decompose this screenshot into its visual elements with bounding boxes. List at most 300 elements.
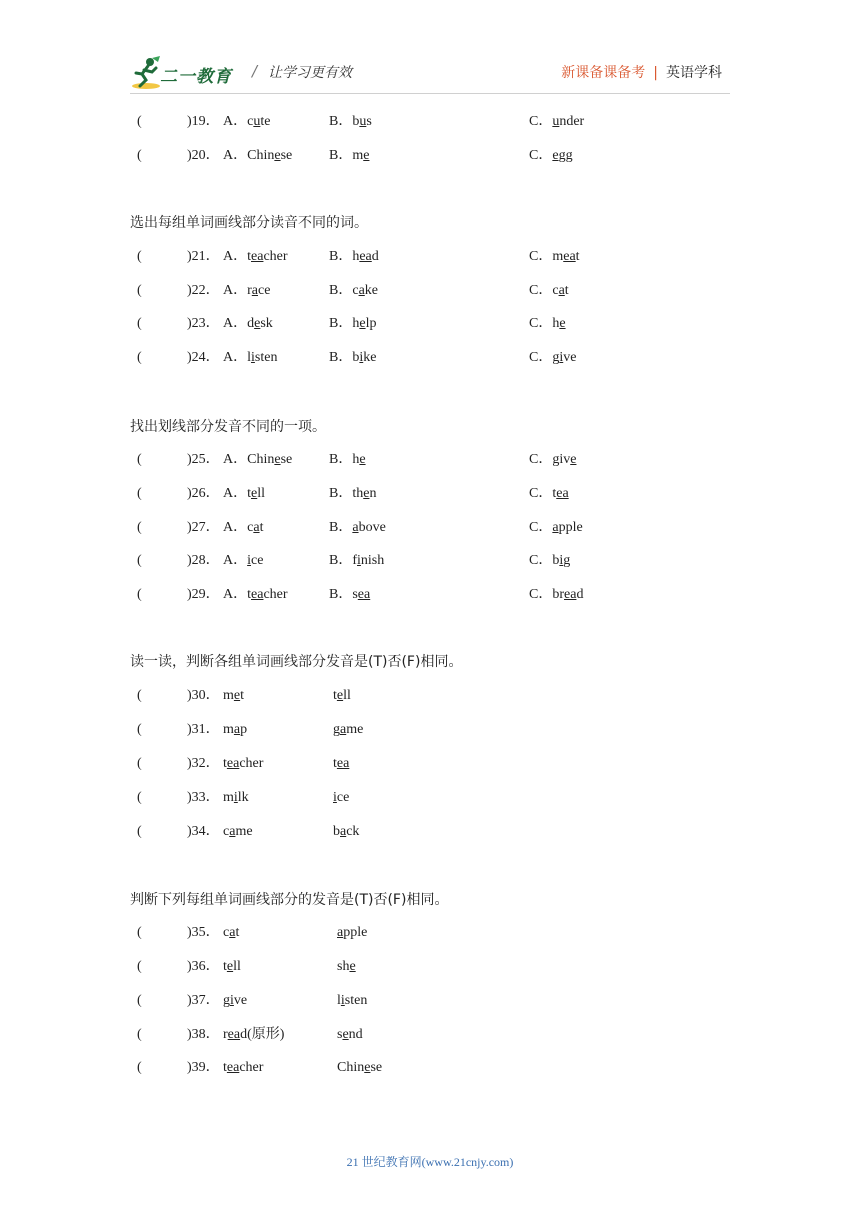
- option-letter: C．: [529, 587, 553, 602]
- word-part: m: [352, 148, 364, 163]
- underlined-sound: a: [229, 824, 236, 839]
- question-number: )26．: [187, 486, 220, 501]
- word-part: sh: [337, 959, 350, 974]
- word-part: nd: [348, 1027, 363, 1042]
- option-c: [529, 314, 566, 334]
- question-number: )39．: [187, 1060, 220, 1075]
- option-a: [223, 146, 292, 166]
- runner-logo-icon: [130, 56, 162, 90]
- underlined-sound: e: [570, 452, 577, 467]
- question-row: [0, 957, 860, 977]
- word-part: m: [223, 722, 234, 737]
- word-2: [333, 686, 351, 706]
- header-slogan: 让学习更有效: [268, 65, 352, 81]
- word-part: c: [247, 114, 254, 129]
- header-right: [561, 62, 722, 82]
- word-1: [223, 686, 244, 706]
- answer-blank[interactable]: (: [137, 520, 142, 535]
- word-part: me: [346, 722, 364, 737]
- word-part: ll: [233, 959, 241, 974]
- page-footer: 21 世纪教育网(www.21cnjy.com): [346, 1155, 514, 1169]
- option-letter: A．: [223, 316, 248, 331]
- option-b: [329, 247, 379, 267]
- option-b: [329, 450, 366, 470]
- header-slash: /: [252, 62, 258, 80]
- option-letter: A．: [223, 452, 248, 467]
- option-c: [529, 450, 576, 470]
- word-part: cher: [239, 1060, 264, 1075]
- word-part: s: [366, 114, 372, 129]
- underlined-sound: i: [559, 350, 564, 365]
- word-part: bove: [358, 520, 386, 535]
- word-part: pple: [343, 925, 368, 940]
- question-number: )37．: [187, 993, 220, 1008]
- word-part: h: [352, 249, 360, 264]
- question-number: )31．: [187, 722, 220, 737]
- option-letter: C．: [529, 148, 553, 163]
- underlined-sound: ea: [359, 249, 372, 264]
- underlined-sound: e: [226, 959, 234, 974]
- question-number: )38．: [187, 1027, 220, 1042]
- word-part: t: [247, 587, 252, 602]
- option-b: [329, 484, 376, 504]
- word-1: [223, 957, 241, 977]
- underlined-sound: e: [274, 452, 281, 467]
- word-part: c: [223, 824, 230, 839]
- option-letter: B．: [329, 148, 353, 163]
- word-2: [337, 957, 356, 977]
- underlined-sound: a: [229, 925, 236, 940]
- question-row: [0, 923, 860, 943]
- word-2: [333, 788, 349, 808]
- option-letter: A．: [223, 486, 248, 501]
- option-b: [329, 281, 378, 301]
- question-row: [0, 991, 860, 1011]
- underlined-sound: ea: [251, 249, 264, 264]
- word-part: se: [370, 1060, 383, 1075]
- underlined-sound: a: [358, 283, 365, 298]
- option-letter: A．: [223, 249, 248, 264]
- word-part: t: [235, 925, 240, 940]
- underlined-sound: ea: [556, 486, 569, 501]
- question-row: [0, 146, 860, 166]
- option-letter: B．: [329, 316, 353, 331]
- word-part: p: [240, 722, 248, 737]
- word-part: sk: [260, 316, 273, 331]
- word-part: br: [552, 587, 565, 602]
- underlined-sound: e: [552, 148, 559, 163]
- logo: [130, 56, 240, 90]
- underlined-sound: i: [340, 993, 345, 1008]
- word-1: [223, 1058, 263, 1078]
- underlined-sound: e: [336, 688, 344, 703]
- word-part: n: [369, 486, 377, 501]
- question-number: )35．: [187, 925, 220, 940]
- option-letter: B．: [329, 350, 353, 365]
- word-part: th: [352, 486, 364, 501]
- word-part: Chin: [247, 452, 275, 467]
- word-part: Chin: [247, 148, 275, 163]
- option-letter: C．: [529, 553, 553, 568]
- answer-blank[interactable]: (: [137, 316, 142, 331]
- option-letter: B．: [329, 587, 353, 602]
- option-a: [223, 484, 265, 504]
- option-letter: B．: [329, 283, 353, 298]
- word-part: se: [280, 452, 293, 467]
- word-part: t: [240, 688, 244, 703]
- option-c: [529, 518, 583, 538]
- underlined-sound: e: [349, 959, 356, 974]
- word-part: t: [333, 756, 337, 771]
- word-part: m: [223, 790, 234, 805]
- question-row: [0, 1058, 860, 1078]
- word-part: b: [352, 350, 360, 365]
- option-b: [329, 112, 372, 132]
- question-number: )21．: [187, 249, 220, 264]
- underlined-sound: a: [253, 520, 260, 535]
- option-letter: C．: [529, 283, 553, 298]
- word-part: lk: [237, 790, 249, 805]
- question-row: [0, 585, 860, 605]
- word-2: [337, 991, 367, 1011]
- word-part: t: [259, 520, 264, 535]
- word-1: [223, 754, 263, 774]
- underlined-sound: i: [251, 350, 255, 365]
- answer-blank[interactable]: (: [137, 959, 142, 974]
- question-row: [0, 551, 860, 571]
- word-part: nish: [360, 553, 385, 568]
- question-number: )34．: [187, 824, 220, 839]
- question-number: )33．: [187, 790, 220, 805]
- word-1: [223, 923, 239, 943]
- word-part: c: [552, 283, 559, 298]
- underlined-sound: e: [233, 688, 241, 703]
- question-row: [0, 518, 860, 538]
- option-letter: C．: [529, 452, 553, 467]
- option-a: [223, 348, 277, 368]
- question-number: )22．: [187, 283, 220, 298]
- option-c: [529, 112, 584, 132]
- header-divider: [130, 93, 730, 94]
- word-2: [333, 822, 359, 842]
- word-part: cher: [263, 587, 288, 602]
- underlined-sound: e: [559, 316, 566, 331]
- word-2: [333, 754, 349, 774]
- word-2: [337, 1058, 382, 1078]
- question-number: )25．: [187, 452, 220, 467]
- option-b: [329, 314, 376, 334]
- option-a: [223, 450, 292, 470]
- word-part: c: [352, 283, 359, 298]
- question-row: [0, 686, 860, 706]
- answer-blank[interactable]: (: [137, 688, 142, 703]
- option-a: [223, 585, 288, 605]
- word-part: d(原形): [240, 1027, 285, 1042]
- underlined-sound: u: [253, 114, 261, 129]
- question-row: [0, 348, 860, 368]
- answer-blank[interactable]: (: [137, 148, 142, 163]
- word-part: ll: [343, 688, 351, 703]
- question-number: )29．: [187, 587, 220, 602]
- word-1: [223, 991, 247, 1011]
- question-number: )28．: [187, 553, 220, 568]
- option-a: [223, 551, 263, 571]
- word-1: [223, 1025, 284, 1045]
- underlined-sound: e: [342, 1027, 349, 1042]
- option-b: [329, 146, 369, 166]
- underlined-sound: e: [254, 316, 261, 331]
- word-part: t: [247, 249, 252, 264]
- answer-blank[interactable]: (: [137, 587, 142, 602]
- word-part: l: [247, 350, 252, 365]
- underlined-sound: a: [337, 925, 344, 940]
- option-letter: B．: [329, 114, 353, 129]
- answer-blank[interactable]: (: [137, 249, 142, 264]
- question-number: )20．: [187, 148, 220, 163]
- word-part: m: [223, 688, 234, 703]
- option-letter: C．: [529, 316, 553, 331]
- answer-blank[interactable]: (: [137, 722, 142, 737]
- option-letter: C．: [529, 350, 553, 365]
- section-instruction: 选出每组单词画线部分读音不同的词。: [130, 215, 368, 231]
- header-separator: |: [653, 65, 658, 81]
- word-part: ke: [364, 283, 378, 298]
- underlined-sound: e: [274, 148, 281, 163]
- option-a: [223, 112, 270, 132]
- word-part: cher: [239, 756, 264, 771]
- word-part: ce: [258, 283, 271, 298]
- option-a: [223, 518, 263, 538]
- question-row: [0, 754, 860, 774]
- word-part: l: [337, 993, 341, 1008]
- word-part: t: [223, 959, 227, 974]
- question-number: )27．: [187, 520, 220, 535]
- underlined-sound: ea: [564, 587, 577, 602]
- option-letter: A．: [223, 587, 248, 602]
- underlined-sound: e: [364, 1060, 371, 1075]
- option-letter: A．: [223, 553, 248, 568]
- option-c: [529, 484, 569, 504]
- word-part: t: [223, 1060, 227, 1075]
- word-part: h: [352, 316, 360, 331]
- underlined-sound: i: [233, 790, 238, 805]
- word-part: giv: [552, 452, 571, 467]
- section-instruction: 读一读，判断各组单词画线部分发音是(T)否(F)相同。: [130, 654, 463, 670]
- answer-blank[interactable]: (: [137, 824, 142, 839]
- word-1: [223, 720, 247, 740]
- word-part: g: [333, 722, 340, 737]
- word-part: sten: [254, 350, 278, 365]
- underlined-sound: i: [357, 553, 361, 568]
- word-part: t: [552, 486, 557, 501]
- answer-blank[interactable]: (: [137, 350, 142, 365]
- word-part: ce: [251, 553, 264, 568]
- word-2: [333, 720, 363, 740]
- question-row: [0, 247, 860, 267]
- underlined-sound: ea: [251, 587, 264, 602]
- underlined-sound: u: [359, 114, 367, 129]
- word-part: te: [260, 114, 271, 129]
- word-part: me: [235, 824, 253, 839]
- question-row: [0, 788, 860, 808]
- word-part: r: [223, 1027, 228, 1042]
- option-b: [329, 585, 370, 605]
- header-subject: 英语学科: [666, 65, 722, 81]
- word-part: r: [247, 283, 252, 298]
- option-c: [529, 585, 583, 605]
- answer-blank[interactable]: (: [137, 790, 142, 805]
- underlined-sound: ea: [226, 756, 240, 771]
- option-a: [223, 281, 270, 301]
- option-b: [329, 518, 386, 538]
- word-part: m: [552, 249, 564, 264]
- option-a: [223, 247, 288, 267]
- underlined-sound: i: [230, 993, 234, 1008]
- word-part: f: [352, 553, 358, 568]
- question-row: [0, 1025, 860, 1045]
- question-number: )24．: [187, 350, 220, 365]
- section-instruction: 判断下列每组单词画线部分的发音是(T)否(F)相同。: [130, 892, 449, 908]
- answer-blank[interactable]: (: [137, 452, 142, 467]
- word-part: t: [564, 283, 569, 298]
- option-letter: C．: [529, 114, 553, 129]
- underlined-sound: i: [333, 790, 337, 805]
- word-part: ce: [336, 790, 350, 805]
- word-part: ll: [257, 486, 266, 501]
- header-tag: 新课备课备考: [561, 65, 646, 81]
- word-part: sten: [344, 993, 368, 1008]
- underlined-sound: i: [359, 350, 364, 365]
- word-part: d: [576, 587, 584, 602]
- word-part: b: [552, 553, 560, 568]
- word-part: d: [247, 316, 255, 331]
- option-letter: B．: [329, 452, 353, 467]
- question-number: )32．: [187, 756, 220, 771]
- option-letter: C．: [529, 249, 553, 264]
- option-c: [529, 247, 580, 267]
- underlined-sound: a: [552, 520, 559, 535]
- option-letter: A．: [223, 350, 248, 365]
- word-1: [223, 822, 253, 842]
- word-part: b: [352, 114, 360, 129]
- question-number: )19．: [187, 114, 220, 129]
- word-part: lp: [365, 316, 377, 331]
- word-1: [223, 788, 249, 808]
- word-part: s: [352, 587, 358, 602]
- answer-blank[interactable]: (: [137, 1027, 142, 1042]
- word-part: s: [337, 1027, 343, 1042]
- option-letter: B．: [329, 486, 353, 501]
- option-c: [529, 146, 573, 166]
- answer-blank[interactable]: (: [137, 756, 142, 771]
- question-row: [0, 281, 860, 301]
- underlined-sound: ea: [563, 249, 576, 264]
- word-part: ke: [363, 350, 377, 365]
- word-part: c: [223, 925, 230, 940]
- underlined-sound: i: [247, 553, 252, 568]
- word-part: Chin: [337, 1060, 365, 1075]
- word-part: nder: [559, 114, 585, 129]
- question-row: [0, 484, 860, 504]
- word-part: ve: [233, 993, 248, 1008]
- underlined-sound: i: [559, 553, 564, 568]
- question-row: [0, 450, 860, 470]
- answer-blank[interactable]: (: [137, 283, 142, 298]
- option-letter: C．: [529, 486, 553, 501]
- underlined-sound: ea: [336, 756, 350, 771]
- option-letter: A．: [223, 114, 248, 129]
- underlined-sound: e: [363, 148, 370, 163]
- option-letter: A．: [223, 283, 248, 298]
- word-part: c: [247, 520, 254, 535]
- underlined-sound: e: [363, 486, 370, 501]
- answer-blank[interactable]: (: [137, 1060, 142, 1075]
- option-b: [329, 348, 376, 368]
- word-part: t: [247, 486, 252, 501]
- word-part: gg: [558, 148, 573, 163]
- answer-blank[interactable]: (: [137, 114, 142, 129]
- word-part: t: [575, 249, 580, 264]
- underlined-sound: a: [558, 283, 565, 298]
- logo-text: 二一教育: [160, 67, 232, 87]
- answer-blank[interactable]: (: [137, 993, 142, 1008]
- answer-blank[interactable]: (: [137, 486, 142, 501]
- option-b: [329, 551, 384, 571]
- question-row: [0, 112, 860, 132]
- option-a: [223, 314, 273, 334]
- underlined-sound: u: [552, 114, 560, 129]
- option-letter: B．: [329, 553, 353, 568]
- word-part: t: [333, 688, 337, 703]
- question-row: [0, 720, 860, 740]
- question-row: [0, 314, 860, 334]
- underlined-sound: e: [359, 452, 366, 467]
- word-part: ck: [346, 824, 360, 839]
- word-part: se: [280, 148, 293, 163]
- question-number: )36．: [187, 959, 220, 974]
- word-part: g: [552, 350, 560, 365]
- option-letter: B．: [329, 520, 353, 535]
- underlined-sound: e: [359, 316, 366, 331]
- word-part: h: [552, 316, 560, 331]
- underlined-sound: ea: [227, 1027, 241, 1042]
- option-c: [529, 348, 576, 368]
- answer-blank[interactable]: (: [137, 925, 142, 940]
- underlined-sound: a: [340, 824, 347, 839]
- word-2: [337, 1025, 363, 1045]
- page-header: [130, 56, 730, 92]
- underlined-sound: a: [352, 520, 359, 535]
- word-2: [337, 923, 367, 943]
- option-letter: A．: [223, 148, 248, 163]
- word-part: cher: [263, 249, 288, 264]
- question-number: )30．: [187, 688, 220, 703]
- option-c: [529, 551, 570, 571]
- question-number: )23．: [187, 316, 220, 331]
- word-part: b: [333, 824, 340, 839]
- underlined-sound: a: [233, 722, 241, 737]
- answer-blank[interactable]: (: [137, 553, 142, 568]
- word-part: t: [223, 756, 227, 771]
- word-part: g: [563, 553, 571, 568]
- word-part: g: [223, 993, 230, 1008]
- underlined-sound: e: [251, 486, 258, 501]
- section-instruction: 找出划线部分发音不同的一项。: [130, 419, 326, 435]
- word-part: h: [352, 452, 360, 467]
- option-c: [529, 281, 569, 301]
- underlined-sound: a: [340, 722, 347, 737]
- underlined-sound: a: [251, 283, 259, 298]
